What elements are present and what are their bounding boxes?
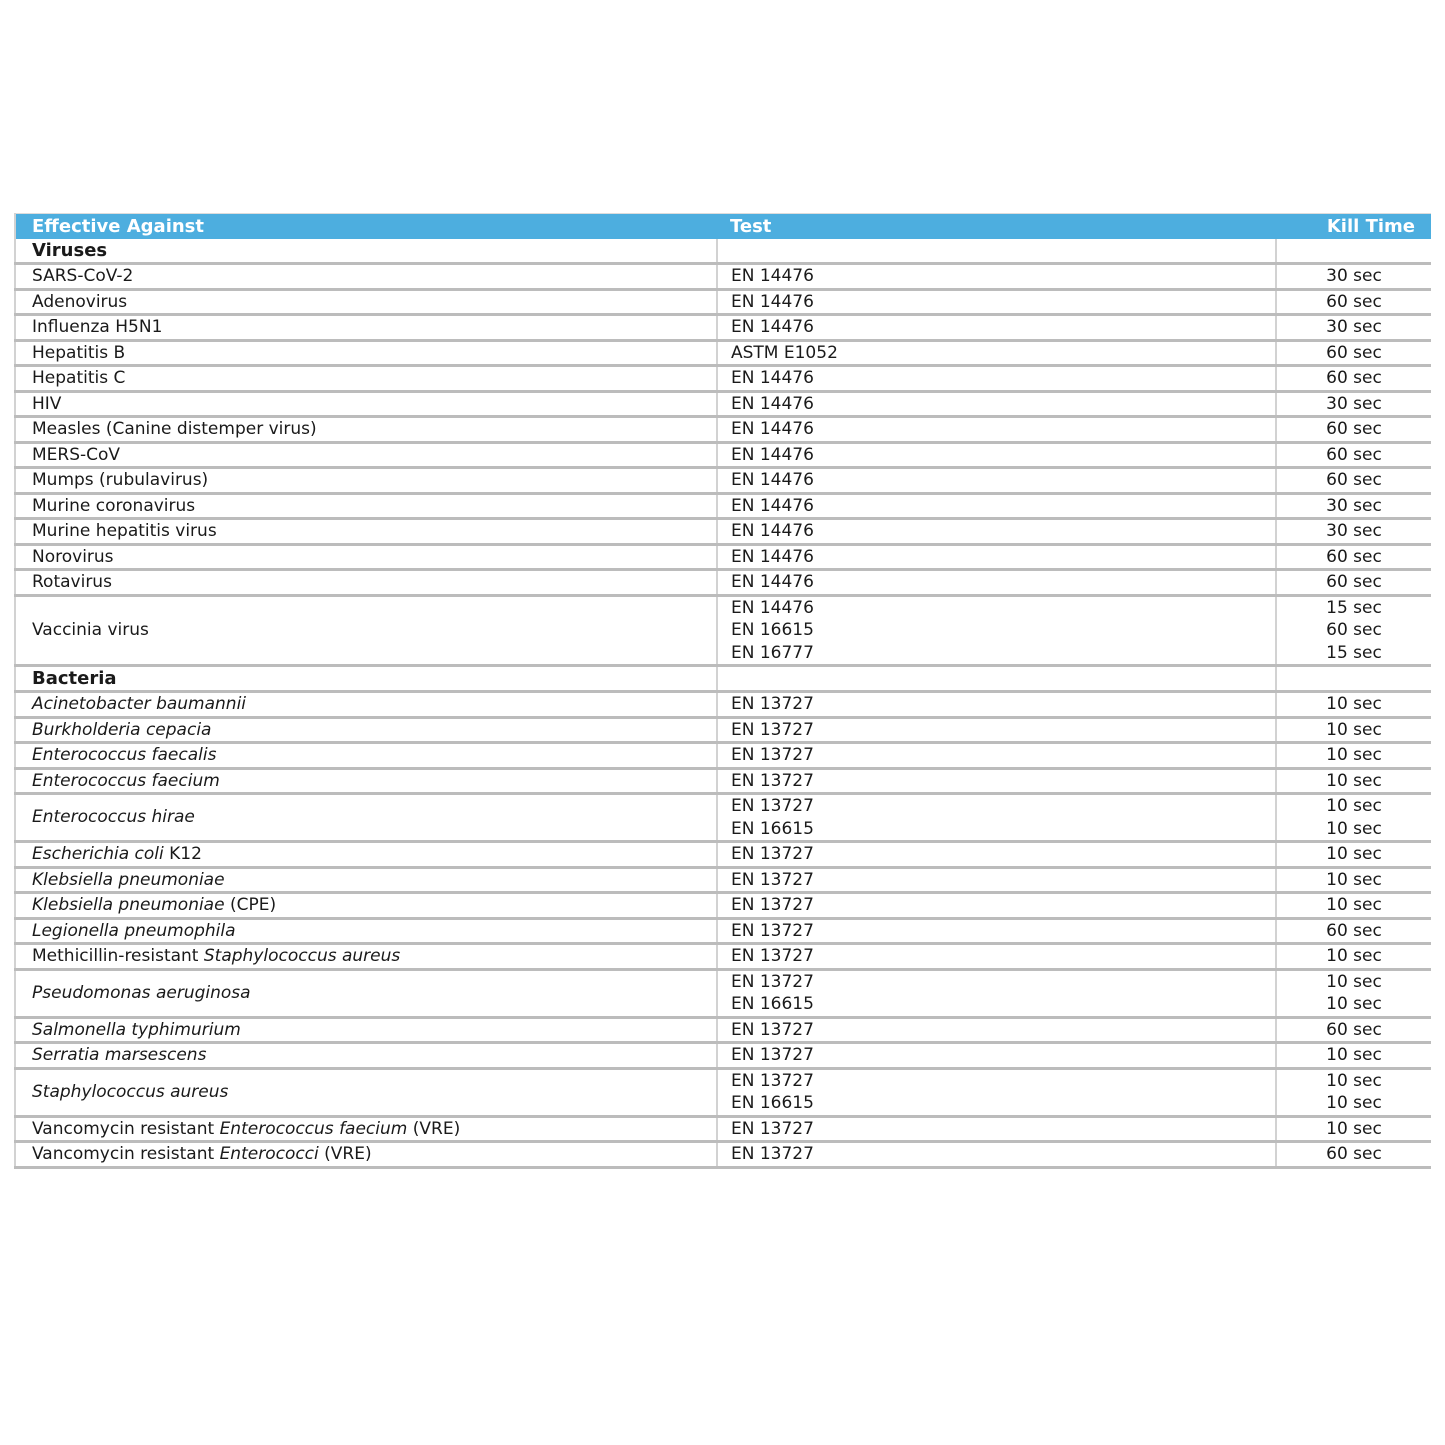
- kill-time-cell: [1276, 595, 1431, 666]
- test-cell: [717, 717, 1276, 743]
- test-cell: [717, 289, 1276, 315]
- kill-time-cell: [1276, 944, 1431, 970]
- test-cell: [717, 692, 1276, 718]
- organism-name: [32, 1044, 716, 1067]
- organism-name: [32, 265, 716, 288]
- kill-time-cell: [1276, 289, 1431, 315]
- kill-time-value: 10 sec: [1326, 770, 1382, 791]
- kill-time-value: 60 sec: [1326, 368, 1382, 388]
- organism-name: [32, 1019, 716, 1042]
- kill-time-cell: [1276, 544, 1431, 570]
- kill-time-cell: [1276, 842, 1431, 868]
- kill-time-value: 10 sec: [1326, 844, 1382, 864]
- organism-cell: [15, 794, 717, 842]
- organism-cell: [15, 417, 717, 443]
- table-row: [15, 969, 1431, 1017]
- kill-time-value: 10 sec: [1326, 1045, 1382, 1065]
- organism-name-part: Enterococci: [219, 1144, 319, 1164]
- test-cell: [717, 468, 1276, 494]
- kill-time-cell: [1276, 768, 1431, 794]
- test-cell: [717, 570, 1276, 596]
- test-cell: [717, 1043, 1276, 1069]
- kill-time-cell: [1276, 743, 1431, 769]
- test-value: EN 14476: [731, 572, 814, 592]
- table-row: [15, 264, 1431, 290]
- organism-cell: [15, 315, 717, 341]
- organism-name-part: Methicillin-resistant: [32, 946, 204, 966]
- organism-name: [32, 444, 716, 467]
- table-row: [15, 768, 1431, 794]
- kill-time-value: 30 sec: [1326, 393, 1382, 414]
- organism-name-part: SARS-CoV-2: [32, 266, 134, 286]
- organism-name-part: (VRE): [318, 1144, 372, 1164]
- table-row: [15, 468, 1431, 494]
- table-row: [15, 289, 1431, 315]
- test-value: EN 13727: [731, 1019, 814, 1040]
- organism-cell: [15, 893, 717, 919]
- test-value: EN 13727: [731, 946, 814, 966]
- test-value: EN 13727: [731, 745, 814, 765]
- table-row: [15, 842, 1431, 868]
- table-row: [15, 944, 1431, 970]
- kill-time-cell: [1276, 1142, 1431, 1168]
- organism-cell: [15, 842, 717, 868]
- organism-name-part: MERS-CoV: [32, 444, 121, 465]
- test-cell: [717, 794, 1276, 842]
- test-value: EN 13727: [731, 719, 814, 740]
- organism-name: [32, 1118, 716, 1141]
- organism-name-part: Enterococcus hirae: [32, 807, 195, 828]
- kill-time-value: 10 sec: [1326, 745, 1382, 765]
- kill-time-cell: [1276, 1116, 1431, 1142]
- test-value: EN 13727: [731, 971, 814, 992]
- table-row: [15, 918, 1431, 944]
- kill-time-cell: [1276, 794, 1431, 842]
- test-value: EN 13727: [731, 1070, 814, 1091]
- test-value: EN 16615: [731, 1093, 814, 1113]
- kill-time-value: 15 sec: [1326, 597, 1382, 618]
- organism-name-part: Measles (Canine distemper virus): [32, 419, 317, 439]
- test-cell: [717, 366, 1276, 392]
- test-value: EN 16615: [731, 620, 814, 640]
- kill-time-cell: [1276, 417, 1431, 443]
- test-value: EN 13727: [731, 796, 814, 816]
- table-header: [15, 214, 1431, 240]
- test-cell: [717, 842, 1276, 868]
- organism-name: [32, 693, 716, 716]
- organism-name: [32, 418, 716, 441]
- organism-cell: [15, 519, 717, 545]
- organism-cell: [15, 944, 717, 970]
- organism-name: [32, 770, 716, 793]
- organism-cell: [15, 1043, 717, 1069]
- test-value: EN 14476: [731, 470, 814, 490]
- test-cell: [717, 743, 1276, 769]
- section-row: [15, 239, 1431, 264]
- kill-time-cell: [1276, 1043, 1431, 1069]
- organism-name-part: Staphylococcus aureus: [32, 1081, 229, 1102]
- organism-name-part: Enterococcus faecium: [32, 770, 220, 791]
- kill-time-value: 30 sec: [1326, 521, 1382, 541]
- organism-cell: [15, 1068, 717, 1116]
- organism-name-part: (VRE): [407, 1118, 461, 1139]
- kill-time-value: 60 sec: [1326, 419, 1382, 439]
- organism-name: [32, 571, 716, 594]
- organism-name-part: K12: [163, 844, 202, 864]
- organism-name: [32, 495, 716, 518]
- table-row: [15, 544, 1431, 570]
- test-value: EN 14476: [731, 597, 814, 618]
- test-cell: [717, 1116, 1276, 1142]
- kill-time-cell: [1276, 340, 1431, 366]
- kill-time-value: 10 sec: [1326, 694, 1382, 714]
- kill-time-cell: [1276, 468, 1431, 494]
- organism-cell: [15, 366, 717, 392]
- test-cell: [717, 417, 1276, 443]
- kill-time-value: 10 sec: [1326, 1118, 1382, 1139]
- organism-name-part: Burkholderia cepacia: [32, 719, 212, 740]
- kill-time-cell: [1276, 1068, 1431, 1116]
- organism-cell: [15, 468, 717, 494]
- organism-name-part: Staphylococcus aureus: [203, 946, 401, 966]
- organism-name: [32, 843, 716, 866]
- organism-name: [32, 806, 716, 829]
- kill-time-cell: [1276, 867, 1431, 893]
- kill-time-value: 10 sec: [1326, 1070, 1382, 1091]
- test-value: EN 16777: [731, 642, 814, 663]
- table-row: [15, 493, 1431, 519]
- table-row: [15, 340, 1431, 366]
- kill-time-cell: [1276, 366, 1431, 392]
- organism-name: [32, 342, 716, 365]
- kill-time-value: 60 sec: [1326, 572, 1382, 592]
- organism-name: [32, 393, 716, 416]
- organism-cell: [15, 717, 717, 743]
- test-value: EN 14476: [731, 444, 814, 465]
- test-value: EN 13727: [731, 895, 814, 915]
- kill-time-cell: [1276, 969, 1431, 1017]
- kill-time-value: 60 sec: [1326, 291, 1382, 312]
- table-row: [15, 1116, 1431, 1142]
- organism-cell: [15, 544, 717, 570]
- organism-cell: [15, 867, 717, 893]
- table-row: [15, 794, 1431, 842]
- test-cell: [717, 1068, 1276, 1116]
- column-header-effective-against: Effective Against: [15, 214, 717, 240]
- test-cell: [717, 442, 1276, 468]
- test-cell: [717, 340, 1276, 366]
- organism-cell: [15, 595, 717, 666]
- kill-time-cell: [1276, 315, 1431, 341]
- efficacy-table: [14, 213, 1431, 1169]
- section-title: Bacteria: [32, 668, 117, 689]
- test-value: EN 16615: [731, 818, 814, 839]
- kill-time-value: 60 sec: [1326, 620, 1382, 640]
- kill-time-value: 60 sec: [1326, 1019, 1382, 1040]
- test-cell: [717, 918, 1276, 944]
- organism-name-part: Vancomycin resistant: [32, 1118, 220, 1139]
- organism-cell: [15, 918, 717, 944]
- organism-cell: [15, 570, 717, 596]
- kill-time-value: 60 sec: [1326, 1144, 1382, 1164]
- kill-time-value: 10 sec: [1326, 895, 1382, 915]
- kill-time-value: 30 sec: [1326, 266, 1382, 286]
- test-value: EN 14476: [731, 546, 814, 567]
- kill-time-value: 10 sec: [1326, 1093, 1382, 1113]
- organism-cell: [15, 768, 717, 794]
- organism-name: [32, 546, 716, 569]
- kill-time-value: 30 sec: [1326, 495, 1382, 516]
- organism-name-part: Klebsiella pneumoniae: [32, 895, 225, 915]
- test-value: EN 14476: [731, 266, 814, 286]
- table-row: [15, 391, 1431, 417]
- organism-name-part: Pseudomonas aeruginosa: [32, 982, 251, 1003]
- kill-time-value: 60 sec: [1326, 342, 1382, 363]
- organism-name: [32, 469, 716, 492]
- organism-cell: [15, 743, 717, 769]
- test-value: EN 14476: [731, 393, 814, 414]
- table-row: [15, 417, 1431, 443]
- table-row: [15, 519, 1431, 545]
- test-cell: [717, 493, 1276, 519]
- kill-time-cell: [1276, 666, 1431, 692]
- organism-cell: [15, 442, 717, 468]
- organism-name: [32, 744, 716, 767]
- organism-name: [32, 316, 716, 339]
- column-header-test: Test: [717, 214, 1276, 240]
- kill-time-cell: [1276, 717, 1431, 743]
- table-row: [15, 570, 1431, 596]
- test-cell: [717, 315, 1276, 341]
- table-row: [15, 366, 1431, 392]
- organism-name-part: Hepatitis C: [32, 368, 126, 388]
- kill-time-cell: [1276, 1017, 1431, 1043]
- test-value: EN 13727: [731, 869, 814, 890]
- test-value: ASTM E1052: [731, 342, 838, 363]
- test-cell: [717, 391, 1276, 417]
- table-row: [15, 1068, 1431, 1116]
- organism-name: [32, 869, 716, 892]
- organism-cell: [15, 289, 717, 315]
- organism-name-part: Murine hepatitis virus: [32, 521, 217, 541]
- organism-name-part: Vaccinia virus: [32, 620, 149, 640]
- organism-name-part: Enterococcus faecium: [219, 1118, 408, 1139]
- organism-name-part: Mumps (rubulavirus): [32, 470, 209, 490]
- test-cell: [717, 768, 1276, 794]
- test-cell: [717, 893, 1276, 919]
- organism-name: [32, 619, 716, 642]
- organism-cell: [15, 1017, 717, 1043]
- kill-time-value: 60 sec: [1326, 470, 1382, 490]
- test-cell: [717, 544, 1276, 570]
- table-row: [15, 595, 1431, 666]
- kill-time-value: 10 sec: [1326, 869, 1382, 890]
- organism-name-part: Adenovirus: [32, 291, 128, 312]
- test-cell: [717, 666, 1276, 692]
- organism-name-part: Salmonella typhimurium: [32, 1019, 241, 1040]
- kill-time-value: 60 sec: [1326, 546, 1382, 567]
- test-value: EN 14476: [731, 317, 814, 337]
- kill-time-cell: [1276, 918, 1431, 944]
- kill-time-value: 10 sec: [1326, 946, 1382, 966]
- table-row: [15, 717, 1431, 743]
- test-value: EN 14476: [731, 368, 814, 388]
- test-cell: [717, 264, 1276, 290]
- organism-name-part: Enterococcus faecalis: [32, 745, 217, 765]
- organism-name-part: Escherichia coli: [32, 844, 164, 864]
- table-row: [15, 867, 1431, 893]
- test-cell: [717, 969, 1276, 1017]
- efficacy-table-container: [14, 213, 1430, 1169]
- organism-cell: [15, 264, 717, 290]
- test-cell: [717, 519, 1276, 545]
- organism-name: [32, 945, 716, 968]
- kill-time-cell: [1276, 893, 1431, 919]
- column-header-kill-time: Kill Time: [1276, 214, 1431, 240]
- kill-time-cell: [1276, 493, 1431, 519]
- test-value: EN 13727: [731, 920, 814, 941]
- organism-name-part: Legionella pneumophila: [32, 920, 236, 941]
- kill-time-value: 10 sec: [1326, 971, 1382, 992]
- organism-name: [32, 1143, 716, 1166]
- table-body: [15, 239, 1431, 1167]
- organism-name: [32, 520, 716, 543]
- kill-time-value: 10 sec: [1326, 719, 1382, 740]
- organism-cell: [15, 493, 717, 519]
- organism-name-part: Acinetobacter baumannii: [32, 694, 247, 714]
- table-row: [15, 442, 1431, 468]
- kill-time-cell: [1276, 442, 1431, 468]
- organism-name-part: Vancomycin resistant: [32, 1144, 220, 1164]
- kill-time-value: 10 sec: [1326, 994, 1382, 1014]
- organism-name: [32, 291, 716, 314]
- organism-name-part: HIV: [32, 393, 62, 414]
- organism-cell: [15, 340, 717, 366]
- organism-name: [32, 719, 716, 742]
- test-value: EN 14476: [731, 291, 814, 312]
- table-row: [15, 1142, 1431, 1168]
- organism-name-part: Norovirus: [32, 546, 114, 567]
- kill-time-value: 60 sec: [1326, 920, 1382, 941]
- kill-time-cell: [1276, 519, 1431, 545]
- kill-time-cell: [1276, 264, 1431, 290]
- organism-name-part: Rotavirus: [32, 572, 112, 592]
- test-cell: [717, 1142, 1276, 1168]
- organism-cell: [15, 1116, 717, 1142]
- test-value: EN 13727: [731, 1045, 814, 1065]
- organism-name-part: Klebsiella pneumoniae: [32, 869, 225, 890]
- test-value: EN 13727: [731, 770, 814, 791]
- table-row: [15, 692, 1431, 718]
- header-row: [15, 214, 1431, 240]
- kill-time-cell: [1276, 692, 1431, 718]
- organism-name-part: Serratia marsescens: [32, 1045, 207, 1065]
- organism-name-part: Murine coronavirus: [32, 495, 196, 516]
- organism-name-part: (CPE): [224, 895, 277, 915]
- kill-time-value: 15 sec: [1326, 642, 1382, 663]
- kill-time-cell: [1276, 239, 1431, 264]
- table-row: [15, 1017, 1431, 1043]
- organism-name: [32, 982, 716, 1005]
- test-cell: [717, 944, 1276, 970]
- kill-time-value: 30 sec: [1326, 317, 1382, 337]
- test-value: EN 14476: [731, 521, 814, 541]
- test-value: EN 13727: [731, 1118, 814, 1139]
- test-value: EN 13727: [731, 694, 814, 714]
- test-value: EN 13727: [731, 844, 814, 864]
- organism-cell: [15, 692, 717, 718]
- section-row: [15, 666, 1431, 692]
- test-value: EN 16615: [731, 994, 814, 1014]
- test-value: EN 13727: [731, 1144, 814, 1164]
- table-row: [15, 893, 1431, 919]
- organism-name: [32, 367, 716, 390]
- kill-time-cell: [1276, 391, 1431, 417]
- organism-cell: [15, 391, 717, 417]
- organism-cell: [15, 969, 717, 1017]
- test-cell: [717, 595, 1276, 666]
- table-row: [15, 743, 1431, 769]
- test-cell: [717, 1017, 1276, 1043]
- table-row: [15, 315, 1431, 341]
- kill-time-cell: [1276, 570, 1431, 596]
- kill-time-value: 10 sec: [1326, 796, 1382, 816]
- organism-name: [32, 1081, 716, 1104]
- organism-name: [32, 920, 716, 943]
- organism-name: [32, 894, 716, 917]
- section-title: Viruses: [32, 240, 108, 261]
- table-row: [15, 1043, 1431, 1069]
- kill-time-value: 60 sec: [1326, 444, 1382, 465]
- kill-time-value: 10 sec: [1326, 818, 1382, 839]
- test-value: EN 14476: [731, 495, 814, 516]
- organism-name-part: Hepatitis B: [32, 342, 126, 363]
- organism-cell: [15, 1142, 717, 1168]
- test-cell: [717, 867, 1276, 893]
- test-cell: [717, 239, 1276, 264]
- test-value: EN 14476: [731, 419, 814, 439]
- organism-name-part: Influenza H5N1: [32, 317, 163, 337]
